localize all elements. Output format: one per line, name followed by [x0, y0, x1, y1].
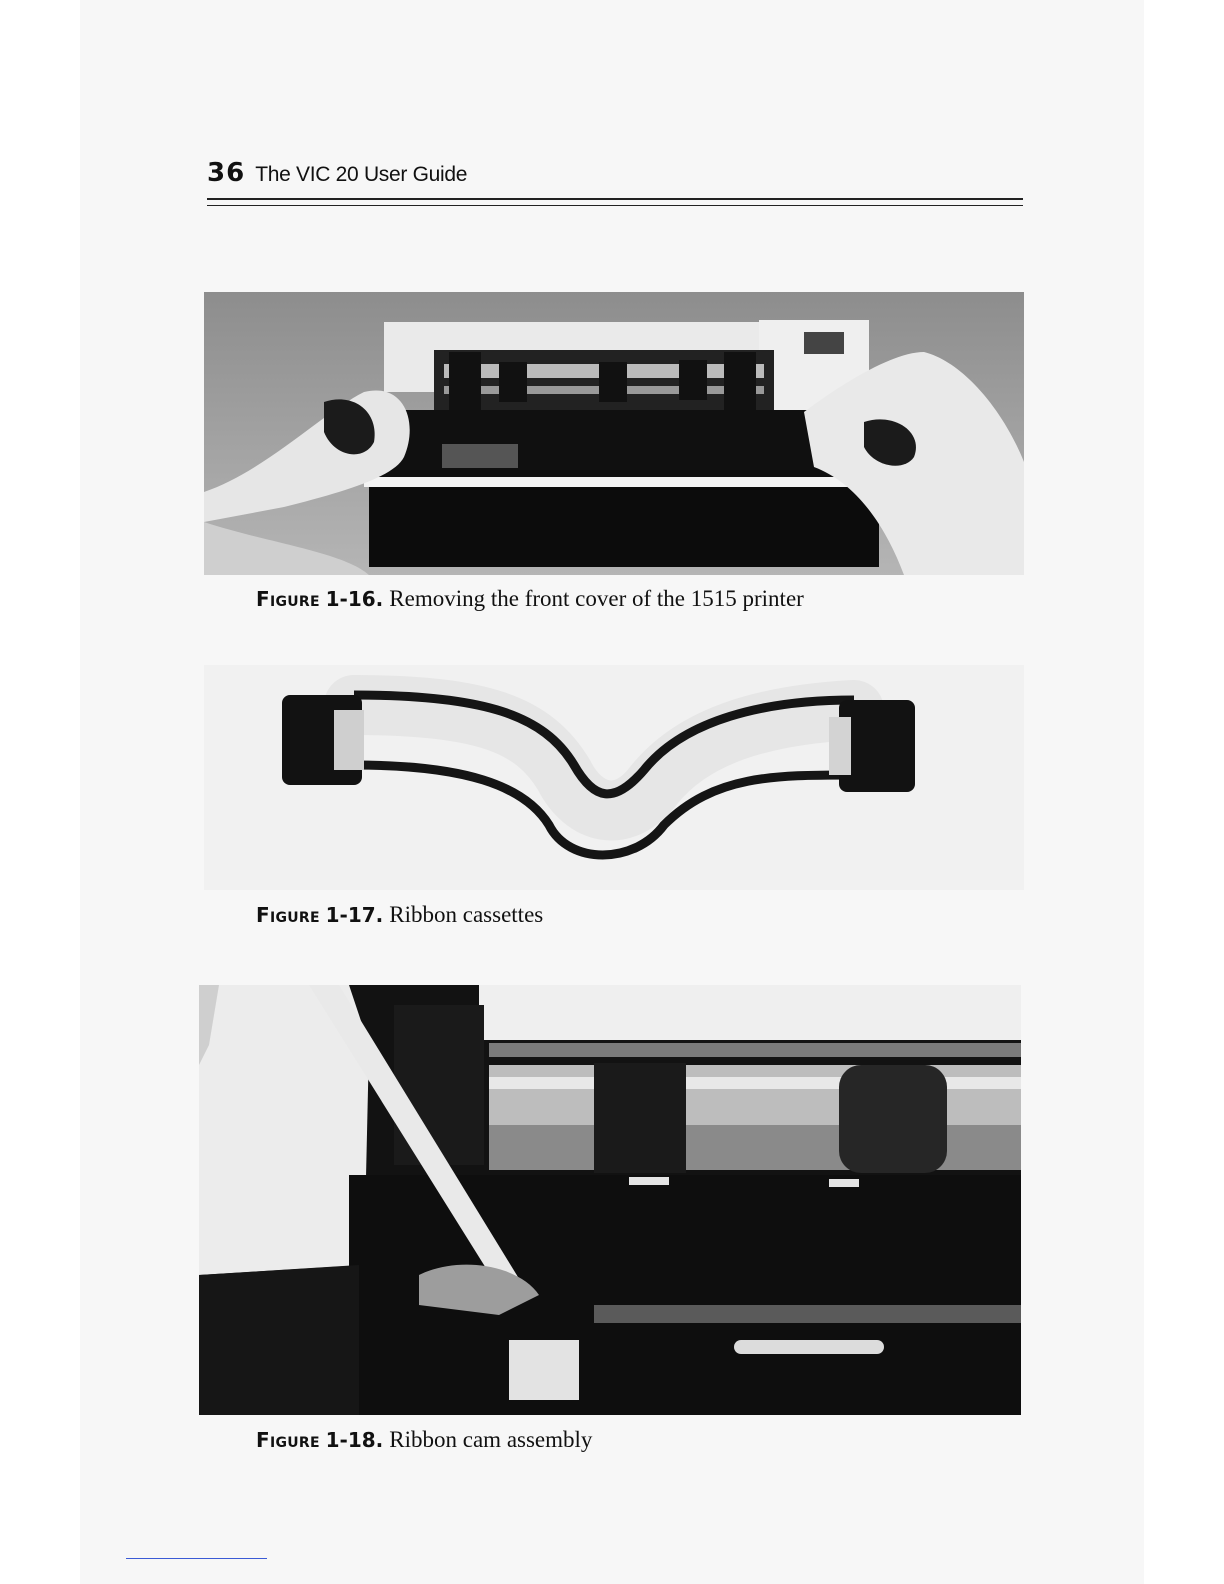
running-header — [207, 158, 1023, 188]
caption-label: Figure — [256, 1428, 320, 1452]
figure-1-16-photo — [204, 292, 1024, 575]
book-title: The VIC 20 User Guide — [255, 163, 468, 186]
caption-text: Removing the front cover of the 1515 printer — [389, 586, 804, 611]
caption-text: Ribbon cam assembly — [389, 1427, 593, 1452]
figure-1-18-caption — [256, 1427, 592, 1453]
caption-label: Figure — [256, 587, 320, 611]
header-rule-bottom — [207, 205, 1023, 206]
figure-1-17-caption — [256, 902, 543, 928]
figure-1-18-photo — [199, 985, 1021, 1415]
footer-line — [126, 1558, 267, 1559]
caption-label: Figure — [256, 903, 320, 927]
caption-number: 1-18. — [325, 1428, 384, 1452]
caption-number: 1-16. — [325, 587, 384, 611]
header-rule-top — [207, 198, 1023, 200]
figure-1-17-photo — [204, 665, 1024, 890]
page-number: 36 — [207, 158, 246, 188]
figure-1-16-caption — [256, 586, 804, 612]
caption-text: Ribbon cassettes — [389, 902, 544, 927]
caption-number: 1-17. — [325, 903, 384, 927]
